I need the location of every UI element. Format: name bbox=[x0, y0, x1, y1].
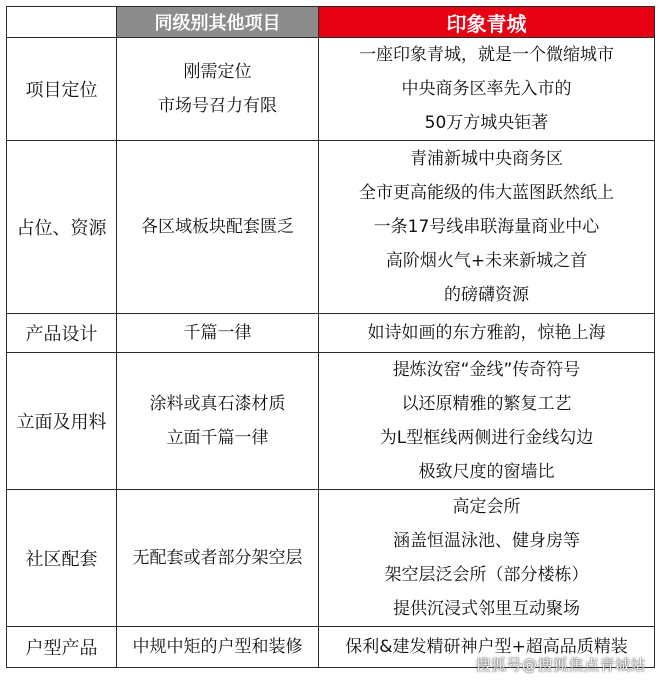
watermark: 搜狐号@搜狐焦点青城站 bbox=[475, 656, 646, 674]
row-label: 社区配套 bbox=[7, 490, 117, 627]
cell-line: 以还原精雅的繁复工艺 bbox=[401, 394, 572, 414]
cell-line: 极致尺度的窗墙比 bbox=[418, 462, 555, 482]
cell-line: 刚需定位 bbox=[183, 62, 252, 82]
cell-line: 保利&建发精研神户型+超高品质精装 bbox=[345, 637, 628, 657]
cell-line: 如诗如画的东方雅韵，惊艳上海 bbox=[367, 323, 606, 343]
row-label: 立面及用料 bbox=[7, 353, 117, 490]
cell-line: 一条17号线串联海量商业中心 bbox=[373, 217, 600, 237]
cell-line: 高定会所 bbox=[452, 497, 521, 517]
main-cell bbox=[319, 141, 655, 314]
table-header-row bbox=[7, 7, 655, 38]
table-row bbox=[7, 38, 655, 141]
other-cell bbox=[117, 38, 319, 141]
header-yinxiang-qingcheng: 印象青城 bbox=[319, 7, 655, 38]
cell-line: 全市更高能级的伟大蓝图跃然纸上 bbox=[359, 183, 614, 203]
cell-line: 提炼汝窑“金线”传奇符号 bbox=[392, 360, 581, 380]
header-other-projects: 同级别其他项目 bbox=[117, 7, 319, 38]
cell-line: 一座印象青城，就是一个微缩城市 bbox=[359, 45, 614, 65]
other-cell bbox=[117, 314, 319, 353]
cell-line: 中央商务区率先入市的 bbox=[401, 79, 572, 99]
main-cell bbox=[319, 490, 655, 627]
cell-line: 各区域板块配套匮乏 bbox=[141, 217, 294, 237]
cell-line: 立面千篇一律 bbox=[166, 428, 269, 448]
cell-line: 提供沉浸式邻里互动聚场 bbox=[393, 599, 580, 619]
other-cell bbox=[117, 627, 319, 668]
row-label: 占位、资源 bbox=[7, 141, 117, 314]
cell-line: 高阶烟火气+未来新城之首 bbox=[385, 251, 588, 271]
other-cell bbox=[117, 141, 319, 314]
table-row bbox=[7, 314, 655, 353]
comparison-table bbox=[6, 6, 655, 668]
cell-line: 架空层泛会所（部分楼栋） bbox=[384, 565, 589, 585]
cell-line: 青浦新城中央商务区 bbox=[410, 149, 563, 169]
main-cell bbox=[319, 353, 655, 490]
row-label: 项目定位 bbox=[7, 38, 117, 141]
cell-line: 无配套或者部分架空层 bbox=[132, 548, 303, 568]
row-label: 户型产品 bbox=[7, 627, 117, 668]
table-row bbox=[7, 353, 655, 490]
cell-line: 市场号召力有限 bbox=[158, 96, 277, 116]
row-label: 产品设计 bbox=[7, 314, 117, 353]
cell-line: 为L型框线两侧进行金线勾边 bbox=[379, 428, 594, 448]
cell-line: 涵盖恒温泳池、健身房等 bbox=[393, 531, 580, 551]
other-cell bbox=[117, 353, 319, 490]
table-row bbox=[7, 141, 655, 314]
cell-line: 涂料或真石漆材质 bbox=[149, 394, 286, 414]
main-cell bbox=[319, 314, 655, 353]
cell-line: 千篇一律 bbox=[183, 323, 252, 343]
cell-line: 中规中矩的户型和装修 bbox=[132, 637, 303, 657]
main-cell bbox=[319, 38, 655, 141]
other-cell bbox=[117, 490, 319, 627]
header-corner-cell bbox=[7, 7, 117, 38]
table-row bbox=[7, 490, 655, 627]
cell-line: 50万方城央钜著 bbox=[424, 113, 549, 133]
cell-line: 的磅礴资源 bbox=[444, 285, 529, 305]
